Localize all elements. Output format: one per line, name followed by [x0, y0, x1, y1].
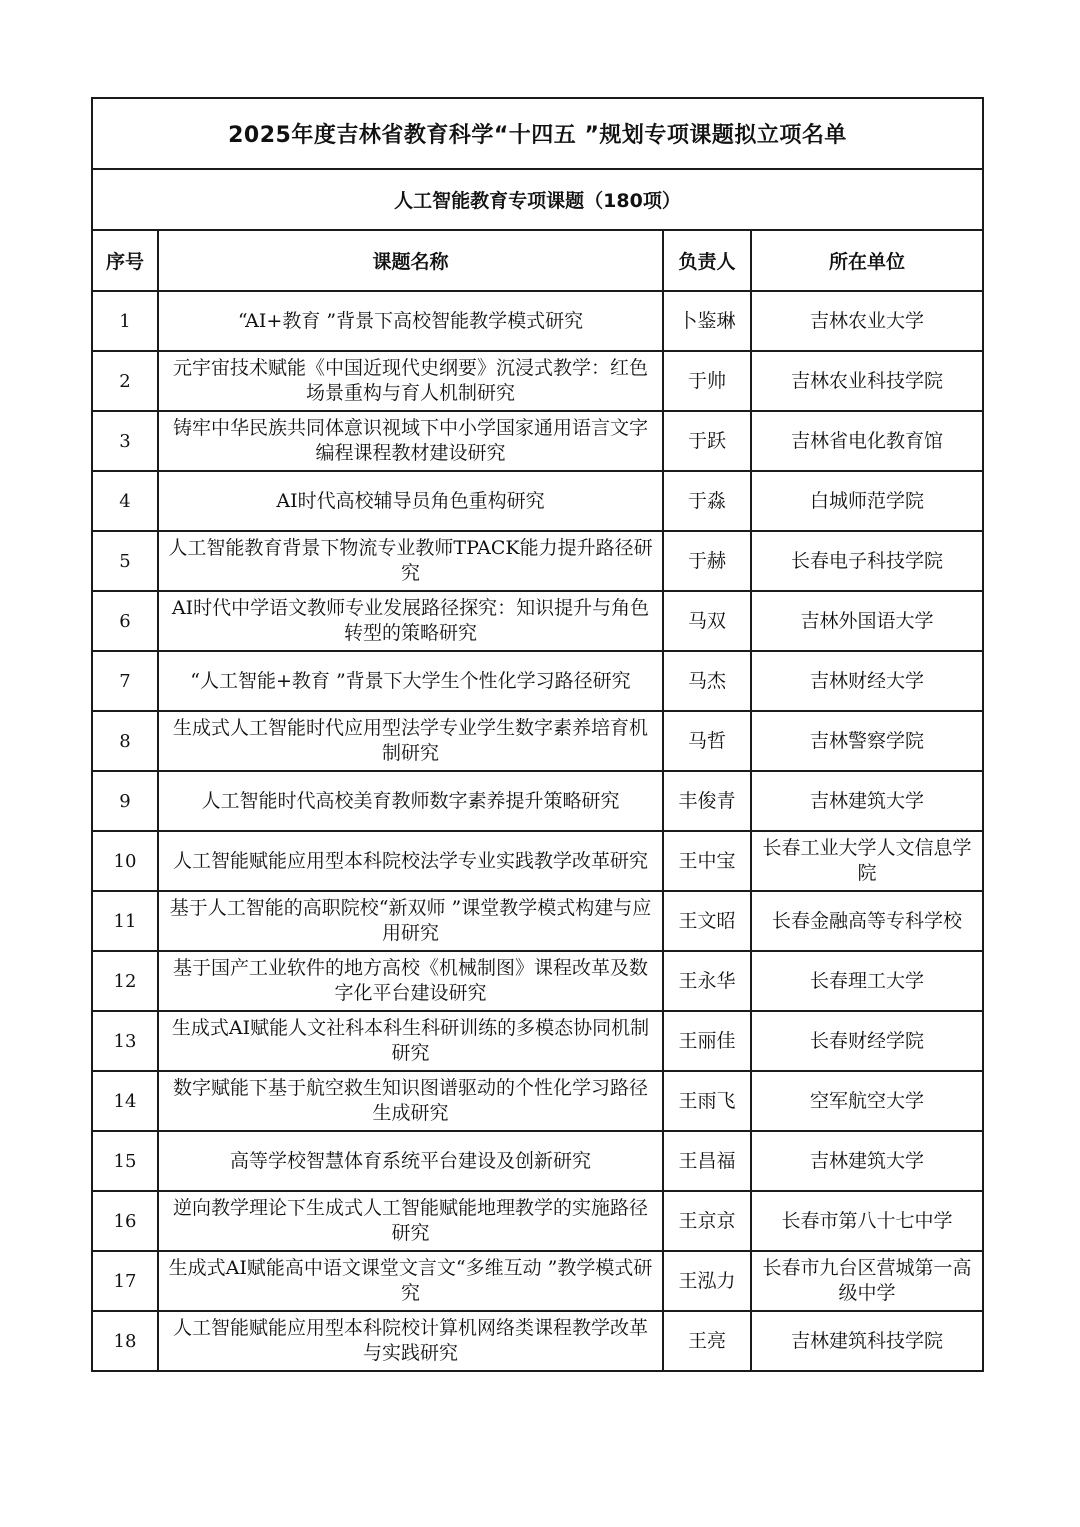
table-row — [92, 1251, 983, 1311]
table-row — [92, 1311, 983, 1371]
cell-topic: AI时代高校辅导员角色重构研究 — [158, 471, 663, 531]
table-row — [92, 951, 983, 1011]
cell-seq: 11 — [92, 891, 158, 951]
cell-leader: 丰俊青 — [663, 771, 751, 831]
table-row — [92, 651, 983, 711]
table-row — [92, 1131, 983, 1191]
cell-leader: 王雨飞 — [663, 1071, 751, 1131]
cell-seq: 2 — [92, 351, 158, 411]
cell-seq: 3 — [92, 411, 158, 471]
cell-unit: 吉林外国语大学 — [751, 591, 983, 651]
cell-leader: 王永华 — [663, 951, 751, 1011]
cell-seq: 5 — [92, 531, 158, 591]
cell-unit: 空军航空大学 — [751, 1071, 983, 1131]
cell-seq: 1 — [92, 291, 158, 351]
cell-leader: 于淼 — [663, 471, 751, 531]
header-row — [92, 230, 983, 291]
cell-topic: 铸牢中华民族共同体意识视域下中小学国家通用语言文字编程课程教材建设研究 — [158, 411, 663, 471]
column-header-topic: 课题名称 — [158, 230, 663, 291]
cell-seq: 16 — [92, 1191, 158, 1251]
cell-leader: 王亮 — [663, 1311, 751, 1371]
cell-leader: 于跃 — [663, 411, 751, 471]
table-row — [92, 411, 983, 471]
table-row — [92, 831, 983, 891]
cell-leader: 王文昭 — [663, 891, 751, 951]
cell-topic: “AI+教育 ”背景下高校智能教学模式研究 — [158, 291, 663, 351]
cell-seq: 4 — [92, 471, 158, 531]
cell-topic: “人工智能+教育 ”背景下大学生个性化学习路径研究 — [158, 651, 663, 711]
cell-seq: 10 — [92, 831, 158, 891]
cell-seq: 8 — [92, 711, 158, 771]
cell-topic: 生成式人工智能时代应用型法学专业学生数字素养培育机制研究 — [158, 711, 663, 771]
cell-topic: 基于人工智能的高职院校“新双师 ”课堂教学模式构建与应用研究 — [158, 891, 663, 951]
cell-unit: 长春金融高等专科学校 — [751, 891, 983, 951]
cell-topic: 高等学校智慧体育系统平台建设及创新研究 — [158, 1131, 663, 1191]
table-row — [92, 531, 983, 591]
cell-unit: 长春财经学院 — [751, 1011, 983, 1071]
cell-topic: 人工智能教育背景下物流专业教师TPACK能力提升路径研究 — [158, 531, 663, 591]
cell-leader: 马杰 — [663, 651, 751, 711]
document-title: 2025年度吉林省教育科学“十四五 ”规划专项课题拟立项名单 — [92, 98, 983, 169]
cell-seq: 18 — [92, 1311, 158, 1371]
cell-topic: 生成式AI赋能人文社科本科生科研训练的多模态协同机制研究 — [158, 1011, 663, 1071]
cell-leader: 于帅 — [663, 351, 751, 411]
cell-leader: 王昌福 — [663, 1131, 751, 1191]
cell-leader: 王中宝 — [663, 831, 751, 891]
cell-unit: 吉林警察学院 — [751, 711, 983, 771]
cell-seq: 14 — [92, 1071, 158, 1131]
cell-unit: 长春工业大学人文信息学院 — [751, 831, 983, 891]
cell-unit: 吉林建筑大学 — [751, 1131, 983, 1191]
table-body — [92, 98, 983, 1371]
cell-topic: 人工智能时代高校美育教师数字素养提升策略研究 — [158, 771, 663, 831]
table-row — [92, 711, 983, 771]
cell-topic: 元宇宙技术赋能《中国近现代史纲要》沉浸式教学：红色场景重构与育人机制研究 — [158, 351, 663, 411]
cell-leader: 卜鉴琳 — [663, 291, 751, 351]
cell-unit: 吉林农业科技学院 — [751, 351, 983, 411]
cell-topic: 逆向教学理论下生成式人工智能赋能地理教学的实施路径研究 — [158, 1191, 663, 1251]
table-row — [92, 1191, 983, 1251]
cell-seq: 7 — [92, 651, 158, 711]
cell-seq: 13 — [92, 1011, 158, 1071]
cell-unit: 吉林省电化教育馆 — [751, 411, 983, 471]
cell-unit: 长春电子科技学院 — [751, 531, 983, 591]
cell-topic: 人工智能赋能应用型本科院校法学专业实践教学改革研究 — [158, 831, 663, 891]
cell-seq: 9 — [92, 771, 158, 831]
project-list-table — [91, 97, 984, 1372]
section-row — [92, 169, 983, 230]
cell-seq: 12 — [92, 951, 158, 1011]
cell-leader: 王京京 — [663, 1191, 751, 1251]
column-header-leader: 负责人 — [663, 230, 751, 291]
table-row — [92, 351, 983, 411]
cell-unit: 白城师范学院 — [751, 471, 983, 531]
cell-topic: 基于国产工业软件的地方高校《机械制图》课程改革及数字化平台建设研究 — [158, 951, 663, 1011]
cell-leader: 王丽佳 — [663, 1011, 751, 1071]
table-row — [92, 771, 983, 831]
cell-seq: 17 — [92, 1251, 158, 1311]
cell-unit: 长春市九台区营城第一高级中学 — [751, 1251, 983, 1311]
cell-seq: 6 — [92, 591, 158, 651]
cell-unit: 长春理工大学 — [751, 951, 983, 1011]
table-row — [92, 471, 983, 531]
table-row — [92, 591, 983, 651]
cell-unit: 吉林财经大学 — [751, 651, 983, 711]
table-row — [92, 291, 983, 351]
cell-leader: 马哲 — [663, 711, 751, 771]
column-header-unit: 所在单位 — [751, 230, 983, 291]
column-header-seq: 序号 — [92, 230, 158, 291]
title-row — [92, 98, 983, 169]
cell-leader: 马双 — [663, 591, 751, 651]
cell-topic: 生成式AI赋能高中语文课堂文言文“多维互动 ”教学模式研究 — [158, 1251, 663, 1311]
cell-leader: 于赫 — [663, 531, 751, 591]
cell-unit: 长春市第八十七中学 — [751, 1191, 983, 1251]
cell-topic: AI时代中学语文教师专业发展路径探究：知识提升与角色转型的策略研究 — [158, 591, 663, 651]
cell-unit: 吉林农业大学 — [751, 291, 983, 351]
cell-topic: 人工智能赋能应用型本科院校计算机网络类课程教学改革与实践研究 — [158, 1311, 663, 1371]
table-row — [92, 1011, 983, 1071]
table-row — [92, 891, 983, 951]
cell-topic: 数字赋能下基于航空救生知识图谱驱动的个性化学习路径生成研究 — [158, 1071, 663, 1131]
section-title: 人工智能教育专项课题（180项） — [92, 169, 983, 230]
cell-leader: 王泓力 — [663, 1251, 751, 1311]
table-row — [92, 1071, 983, 1131]
cell-unit: 吉林建筑大学 — [751, 771, 983, 831]
cell-unit: 吉林建筑科技学院 — [751, 1311, 983, 1371]
cell-seq: 15 — [92, 1131, 158, 1191]
